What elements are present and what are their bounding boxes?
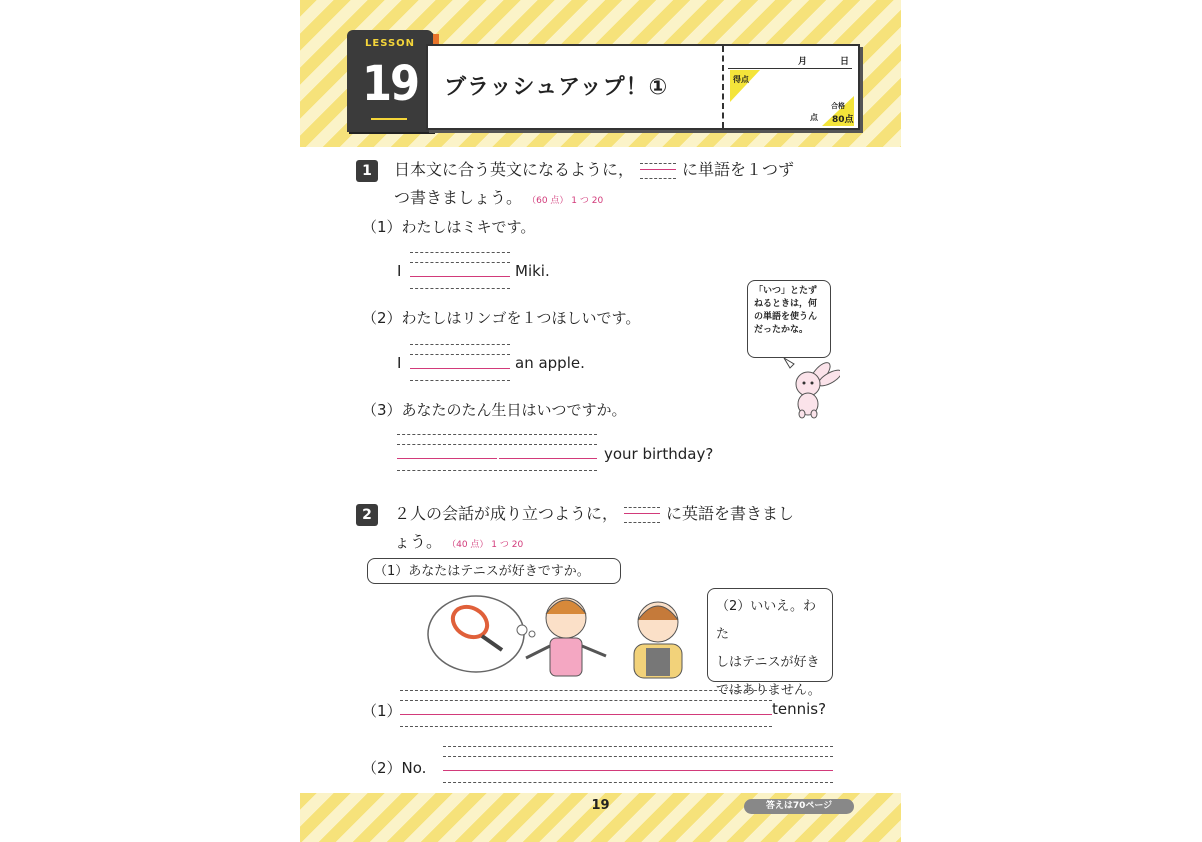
q1-item-3-prompt: （3）あなたのたん生日はいつですか。	[362, 401, 627, 419]
question-2-number: 2	[356, 504, 378, 526]
pass-score: 80点	[832, 115, 854, 125]
q2-item-2-label: （2）No.	[362, 759, 427, 777]
blank-icon	[624, 507, 660, 523]
speech-line: しはテニスが好き	[716, 655, 820, 670]
speech-line: （2）いいえ。わた	[716, 599, 817, 642]
blank-icon	[640, 163, 676, 179]
page-title: ブラッシュアップ！①	[444, 75, 669, 100]
question-1-instruction	[394, 156, 844, 215]
lesson-word: LESSON	[364, 38, 416, 49]
q1-item-1-prompt: （1）わたしはミキです。	[362, 218, 536, 236]
q1-item-2-subject: I	[397, 354, 402, 372]
instruction-text: に英語を書きまし	[666, 504, 795, 523]
day-label: 日	[840, 57, 850, 67]
points-note: （60 点） 1 つ 20	[527, 196, 604, 206]
q2-item-1-label: （1）	[362, 702, 402, 720]
q2-item-1-after: tennis?	[772, 700, 827, 718]
conversation-illustration	[426, 588, 716, 680]
title-box	[426, 44, 860, 130]
q1-item-2-prompt: （2）わたしはリンゴを１つほしいです。	[362, 309, 641, 327]
speech-bubble-answer	[707, 588, 833, 698]
date-underline	[728, 68, 852, 69]
date-row	[728, 54, 852, 68]
q1-item-1-after: Miki.	[515, 262, 550, 280]
instruction-text: つ書きましょう。	[394, 188, 523, 207]
lesson-tab	[347, 30, 433, 132]
workbook-page	[300, 0, 901, 842]
answer-line[interactable]	[410, 252, 510, 292]
answer-reference: 答えは70ページ	[744, 799, 854, 814]
points-unit: 点	[810, 113, 818, 122]
q1-item-3-after: your birthday?	[604, 445, 714, 463]
instruction-text: ょう。	[394, 532, 443, 551]
answer-line[interactable]	[499, 434, 597, 474]
instruction-text: 日本文に合う英文になるように，	[394, 160, 635, 179]
lesson-number: 19	[361, 56, 419, 112]
page-number: 19	[591, 798, 610, 813]
points-note: （40 点） 1 つ 20	[447, 540, 524, 550]
speech-bubble-question: （1）あなたはテニスが好きですか。	[367, 558, 621, 584]
rabbit-illustration	[780, 356, 840, 420]
question-2-instruction	[394, 500, 844, 559]
title-divider	[722, 46, 724, 128]
pass-label: 合格	[831, 102, 845, 110]
hint-bubble: 「いつ」とたずねるときは，何の単語を使うんだったかな。	[747, 280, 831, 358]
month-label: 月	[798, 57, 808, 67]
q1-item-1-subject: I	[397, 262, 402, 280]
answer-line[interactable]	[397, 434, 497, 474]
answer-line[interactable]	[400, 690, 772, 730]
speech-line: ではありません。	[716, 683, 821, 698]
q1-item-2-after: an apple.	[515, 354, 585, 372]
instruction-text: に単語を１つず	[682, 160, 795, 179]
question-1-number: 1	[356, 160, 378, 182]
score-label: 得点	[733, 75, 749, 84]
instruction-text: ２人の会話が成り立つように，	[394, 504, 619, 523]
lesson-underline	[371, 118, 407, 120]
answer-line[interactable]	[410, 344, 510, 384]
answer-line[interactable]	[443, 746, 833, 786]
